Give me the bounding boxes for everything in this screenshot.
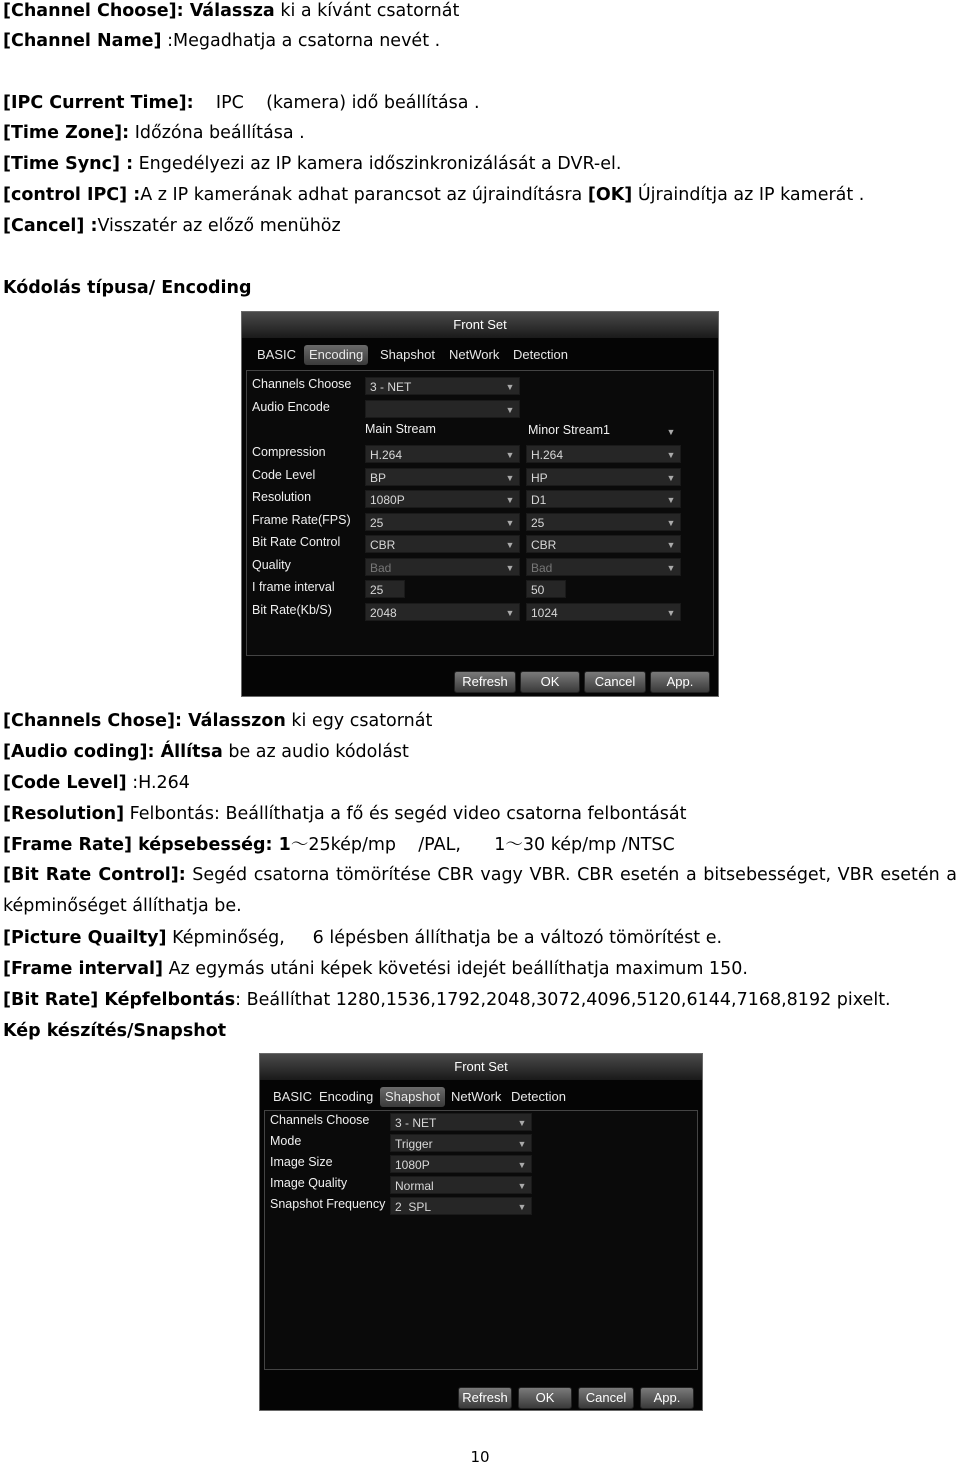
chevron-down-icon: ▼	[666, 473, 676, 483]
minor-compression-select[interactable]	[526, 445, 681, 463]
desc: ki egy csatornát	[285, 711, 433, 731]
term-ok: [OK]	[587, 185, 633, 205]
dialog-title: Front Set	[260, 1054, 702, 1080]
main-stream-header: Main Stream	[365, 422, 436, 436]
tab-network[interactable]: NetWork	[449, 347, 500, 362]
term: [Bit Rate] Képfelbontás	[3, 990, 236, 1010]
value: 1024	[531, 606, 558, 620]
label-bit-rate-control: Bit Rate Control	[252, 535, 341, 549]
dialog-title: Front Set	[242, 312, 718, 338]
chevron-down-icon: ▼	[666, 540, 676, 550]
line-channel-choose	[3, 0, 459, 22]
label-resolution: Resolution	[252, 490, 312, 504]
snapshot-dialog	[259, 1053, 703, 1411]
minor-quality-select[interactable]	[526, 558, 681, 576]
tab-network[interactable]: NetWork	[451, 1089, 502, 1104]
label-channels-choose: Channels Choose	[252, 377, 352, 391]
value: Bad	[370, 561, 392, 575]
line-control-ipc	[3, 184, 864, 206]
value: CBR	[370, 538, 396, 552]
value: 3 - NET	[395, 1116, 437, 1130]
desc: : Beállíthat 1280,1536,1792,2048,3072,4096,5120,6144,7168,8192 pixelt.	[235, 990, 891, 1010]
tab-basic[interactable]: BASIC	[257, 347, 297, 362]
label-frame-rate: Frame Rate(FPS)	[252, 513, 351, 527]
chevron-down-icon: ▼	[666, 450, 676, 460]
chevron-down-icon: ▼	[517, 1139, 527, 1149]
chevron-down-icon: ▼	[505, 540, 515, 550]
label-mode: Mode	[270, 1134, 302, 1148]
refresh-button[interactable]: Refresh	[458, 1387, 512, 1409]
desc: Segéd csatorna tömörítése CBR vagy VBR. CBR esetén a bitsebességet, VBR esetén a képminőséget állíthatja be.	[3, 865, 958, 916]
line-audio-coding	[3, 741, 409, 763]
term: [Channel Choose]: Válassza	[3, 1, 275, 21]
channel-value: 3 - NET	[370, 380, 412, 394]
term: [Channels Chose]: Válasszon	[3, 711, 286, 731]
chevron-down-icon: ▼	[666, 608, 676, 618]
value: 25	[370, 516, 384, 530]
chevron-down-icon: ▼	[505, 608, 515, 618]
desc: be az audio kódolást	[222, 742, 409, 762]
term: [Time Sync] :	[3, 154, 134, 174]
label-quality: Quality	[252, 558, 291, 572]
line-resolution	[3, 803, 686, 825]
main-bit-rate-select[interactable]	[365, 603, 520, 621]
line-picture-quality	[3, 927, 722, 949]
desc: Képminőség, 6 lépésben állíthatja be a változó tömörítést e.	[166, 928, 723, 948]
term: [Bit Rate Control]:	[3, 865, 186, 885]
label-compression: Compression	[252, 445, 326, 459]
channel-select[interactable]	[390, 1113, 532, 1131]
main-iframe-input[interactable]: 25	[365, 580, 405, 598]
chevron-down-icon: ▼	[517, 1160, 527, 1170]
chevron-down-icon: ▼	[505, 563, 515, 573]
term: [Frame Rate] képsebesség: 1	[3, 835, 291, 855]
apply-button[interactable]: App.	[640, 1387, 694, 1409]
value: Trigger	[395, 1137, 433, 1151]
value: BP	[370, 471, 387, 485]
desc: Az egymás utáni képek követési idejét beállíthatja maximum 150.	[163, 959, 748, 979]
main-code-level-select[interactable]	[365, 468, 520, 486]
value: Normal	[395, 1179, 434, 1193]
cancel-button[interactable]: Cancel	[578, 1387, 634, 1409]
value: Bad	[531, 561, 553, 575]
main-resolution-select[interactable]	[365, 490, 520, 508]
desc: IPC (kamera) idő beállítása .	[193, 93, 480, 113]
line-bit-rate	[3, 989, 891, 1011]
line-frame-rate	[3, 834, 675, 856]
chevron-down-icon: ▼	[517, 1118, 527, 1128]
chevron-down-icon: ▼	[666, 427, 676, 437]
chevron-down-icon: ▼	[505, 495, 515, 505]
desc: Felbontás: Beállíthatja a fő és segéd video csatorna felbontását	[124, 804, 687, 824]
desc: ～25kép/mp /PAL, 1～30 kép/mp /NTSC	[290, 835, 675, 855]
chevron-down-icon: ▼	[517, 1181, 527, 1191]
desc: Visszatér az előző menühöz	[97, 216, 341, 236]
label-audio-encode: Audio Encode	[252, 400, 330, 414]
value: 1080P	[395, 1158, 430, 1172]
tab-bar	[260, 1084, 702, 1110]
desc: ki a kívánt csatornát	[274, 1, 460, 21]
dialog-body	[264, 1110, 698, 1370]
minor-iframe-input[interactable]: 50	[526, 580, 566, 598]
chevron-down-icon: ▼	[505, 450, 515, 460]
desc-ok: Újraindítja az IP kamerát .	[632, 185, 865, 205]
audio-select[interactable]	[365, 400, 520, 418]
desc: Időzóna beállítása .	[129, 123, 305, 143]
main-quality-select[interactable]	[365, 558, 520, 576]
chevron-down-icon: ▼	[517, 1202, 527, 1212]
minor-bit-rate-control-select[interactable]	[526, 535, 681, 553]
main-frame-rate-select[interactable]	[365, 513, 520, 531]
term: [Channel Name]	[3, 31, 162, 51]
snapshot-frequency-select[interactable]	[390, 1197, 532, 1215]
tab-encoding[interactable]: Encoding	[304, 345, 368, 365]
term: [control IPC] :	[3, 185, 141, 205]
value: 2048	[370, 606, 397, 620]
line-ipc-current-time	[3, 92, 480, 114]
tab-bar	[242, 342, 718, 368]
term: [Picture Quailty]	[3, 928, 167, 948]
line-time-sync	[3, 153, 621, 175]
refresh-button[interactable]: Refresh	[454, 671, 516, 693]
term: [IPC Current Time]:	[3, 93, 194, 113]
minor-stream-select[interactable]	[526, 422, 681, 440]
main-bit-rate-control-select[interactable]	[365, 535, 520, 553]
line-code-level	[3, 772, 190, 794]
label-bit-rate: Bit Rate(Kb/S)	[252, 603, 332, 617]
line-channels-chose	[3, 710, 432, 732]
label-iframe-interval: I frame interval	[252, 580, 335, 594]
heading-snapshot: Kép készítés/Snapshot	[3, 1021, 227, 1041]
value: H.264	[370, 448, 403, 462]
chevron-down-icon: ▼	[505, 473, 515, 483]
term: [Code Level]	[3, 773, 127, 793]
desc: A z IP kamerának adhat parancsot az újraindításra	[140, 185, 588, 205]
channel-select[interactable]	[365, 377, 520, 395]
value: 2 SPL	[395, 1200, 432, 1214]
minor-code-level-select[interactable]	[526, 468, 681, 486]
apply-button[interactable]: App.	[650, 671, 710, 693]
term: [Audio coding]: Állítsa	[3, 742, 223, 762]
chevron-down-icon: ▼	[505, 405, 515, 415]
label-snapshot-frequency: Snapshot Frequency	[270, 1197, 386, 1211]
line-time-zone	[3, 122, 305, 144]
label-image-size: Image Size	[270, 1155, 333, 1169]
line-frame-interval	[3, 958, 748, 980]
encoding-dialog	[241, 311, 719, 697]
value: CBR	[531, 538, 557, 552]
label-channels-choose: Channels Choose	[270, 1113, 370, 1127]
ok-button[interactable]: OK	[520, 671, 580, 693]
minor-frame-rate-select[interactable]	[526, 513, 681, 531]
value: HP	[531, 471, 548, 485]
line-cancel	[3, 215, 341, 237]
line-channel-name	[3, 30, 440, 52]
main-compression-select[interactable]	[365, 445, 520, 463]
value: 25	[531, 516, 545, 530]
chevron-down-icon: ▼	[505, 518, 515, 528]
label-image-quality: Image Quality	[270, 1176, 348, 1190]
term: [Frame interval]	[3, 959, 164, 979]
term: [Cancel] :	[3, 216, 98, 236]
tab-basic[interactable]: BASIC	[273, 1089, 313, 1104]
tab-encoding[interactable]: Encoding	[319, 1089, 374, 1104]
desc: :H.264	[126, 773, 190, 793]
desc: Engedélyezi az IP kamera időszinkronizálását a DVR-el.	[133, 154, 622, 174]
image-quality-select[interactable]	[390, 1176, 532, 1194]
mode-select[interactable]	[390, 1134, 532, 1152]
tab-detection[interactable]: Detection	[513, 347, 568, 362]
minor-bit-rate-select[interactable]	[526, 603, 681, 621]
dialog-body	[246, 370, 714, 656]
chevron-down-icon: ▼	[666, 495, 676, 505]
heading-encoding: Kódolás típusa/ Encoding	[3, 278, 252, 298]
value: D1	[531, 493, 547, 507]
cancel-button[interactable]: Cancel	[584, 671, 646, 693]
value: H.264	[531, 448, 564, 462]
label-code-level: Code Level	[252, 468, 316, 482]
image-size-select[interactable]	[390, 1155, 532, 1173]
tab-snapshot[interactable]: Shapshot	[380, 347, 435, 362]
chevron-down-icon: ▼	[666, 563, 676, 573]
ok-button[interactable]: OK	[518, 1387, 572, 1409]
desc: :Megadhatja a csatorna nevét .	[161, 31, 441, 51]
line-bit-rate-control	[3, 860, 957, 922]
term: [Resolution]	[3, 804, 125, 824]
term: [Time Zone]:	[3, 123, 130, 143]
value: 1080P	[370, 493, 405, 507]
tab-snapshot[interactable]: Shapshot	[380, 1087, 445, 1107]
chevron-down-icon: ▼	[505, 382, 515, 392]
minor-resolution-select[interactable]	[526, 490, 681, 508]
minor-stream-header: Minor Stream1	[528, 423, 610, 437]
page-number: 10	[470, 1448, 490, 1466]
tab-detection[interactable]: Detection	[511, 1089, 566, 1104]
chevron-down-icon: ▼	[666, 518, 676, 528]
